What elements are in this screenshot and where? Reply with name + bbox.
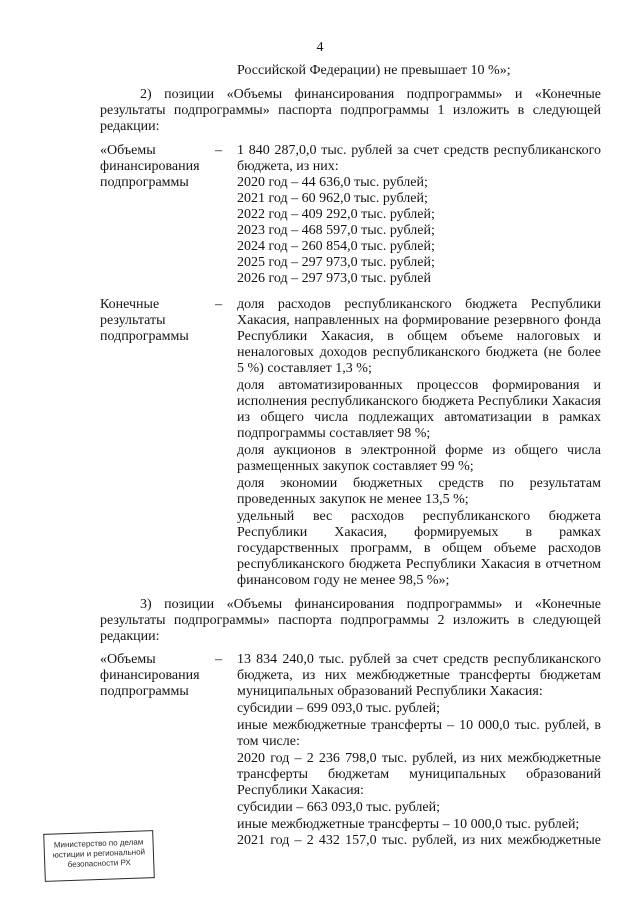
item2-results-line: 5 %) составляет 1,3 %;: [237, 361, 372, 376]
item2-funding-line: 2026 год – 297 973,0 тыс. рублей: [237, 271, 431, 286]
stamp-line: Министерство по делам: [53, 837, 144, 850]
item2-results-line: доля экономии бюджетных средств по результатам: [237, 476, 601, 491]
item3-funding-line: иные межбюджетные трансферты – 10 000,0 тыс. рублей;: [237, 817, 580, 832]
item2-funding-line: 2025 год – 297 973,0 тыс. рублей;: [237, 255, 435, 270]
item2-funding-line: 2020 год – 44 636,0 тыс. рублей;: [237, 175, 428, 190]
item3-funding-label-line: «Объемы: [100, 652, 156, 667]
item2-heading-line: 2) позиции «Объемы финансирования подпрограммы» и «Конечные: [140, 87, 601, 102]
item2-funding-line: 2024 год – 260 854,0 тыс. рублей;: [237, 239, 435, 254]
item2-results-line: подпрограммы составляет 98 %;: [237, 426, 431, 441]
item2-results-line: республиканского бюджета Республики Хакасия в отчетном: [237, 557, 601, 572]
item3-funding-line: бюджета, из них межбюджетные трансферты бюджетам: [237, 668, 601, 683]
item2-funding-line: 2022 год – 409 292,0 тыс. рублей;: [237, 207, 435, 222]
stamp-line: безопасности РХ: [67, 857, 131, 870]
item2-results-line: доля автоматизированных процессов формирования и: [237, 378, 601, 393]
item2-funding-label-line: «Объемы: [100, 143, 156, 158]
item2-funding-line: бюджета, из них:: [237, 159, 339, 174]
item3-funding-line: Республики Хакасия:: [237, 783, 364, 798]
item3-funding-line: 2020 год – 2 236 798,0 тыс. рублей, из них межбюджетные: [237, 751, 601, 766]
item2-results-line: финансовом году не менее 98,5 %»;: [237, 573, 450, 588]
item2-results-line: доля расходов республиканского бюджета Республики: [237, 297, 601, 312]
ministry-stamp: [43, 830, 155, 882]
item2-results-line: размещенных закупок составляет 99 %;: [237, 459, 474, 474]
item2-results-line: доля аукционов в электронной форме из общего числа: [237, 443, 601, 458]
item2-results-line: проведенных закупок не менее 13,5 %;: [237, 492, 469, 507]
item2-results-line: Республики Хакасия, в общем объеме налоговых и: [237, 329, 601, 344]
item2-heading-line: редакции:: [100, 119, 160, 134]
intro-tail: Российской Федерации) не превышает 10 %»;: [237, 63, 511, 78]
item2-results-line: Хакасия, направленных на формирование резервного фонда: [237, 313, 601, 328]
item3-funding-line: трансферты бюджетам муниципальных образований: [237, 767, 601, 782]
item2-results-label-line: подпрограммы: [100, 329, 189, 344]
item3-funding-line: 13 834 240,0 тыс. рублей за счет средств республиканского: [237, 652, 601, 667]
item3-funding-label-line: подпрограммы: [100, 684, 189, 699]
item2-funding-line: 2021 год – 60 962,0 тыс. рублей;: [237, 191, 428, 206]
item2-results-line: исполнения республиканского бюджета Республики Хакасия: [237, 394, 601, 409]
item2-results-line: государственных программ, в общем объеме расходов: [237, 541, 601, 556]
stamp-line: юстиции и региональной: [52, 847, 146, 860]
item3-funding-dash: –: [215, 652, 222, 667]
item2-results-dash: –: [215, 297, 222, 312]
item3-funding-line: иные межбюджетные трансферты – 10 000,0 тыс. рублей, в: [237, 718, 601, 733]
item2-heading-line: результаты подпрограммы» паспорта подпрограммы 1 изложить в следующей: [100, 103, 601, 118]
page-number: 4: [316, 40, 324, 55]
item3-funding-label-line: финансирования: [100, 668, 200, 683]
item3-funding-line: том числе:: [237, 734, 300, 749]
item2-funding-dash: –: [215, 143, 222, 158]
item2-funding-line: 1 840 287,0,0 тыс. рублей за счет средств республиканского: [237, 143, 601, 158]
item2-results-line: неналоговых доходов республиканского бюджета (не более: [237, 345, 601, 360]
item2-results-label-line: Конечные: [100, 297, 160, 312]
item2-funding-line: 2023 год – 468 597,0 тыс. рублей;: [237, 223, 435, 238]
item3-heading-line: 3) позиции «Объемы финансирования подпрограммы» и «Конечные: [140, 597, 601, 612]
item2-results-line: удельный вес расходов республиканского бюджета: [237, 509, 601, 524]
item3-funding-line: субсидии – 663 093,0 тыс. рублей;: [237, 800, 441, 815]
item2-results-label-line: результаты: [100, 313, 166, 328]
item3-funding-line: муниципальных образований Республики Хакасия:: [237, 684, 543, 699]
item3-heading-line: редакции:: [100, 629, 160, 644]
item2-funding-label-line: финансирования: [100, 159, 200, 174]
item3-funding-line: 2021 год – 2 432 157,0 тыс. рублей, из них межбюджетные: [237, 833, 601, 848]
item2-results-line: из общего числа подлежащих автоматизации в рамках: [237, 410, 601, 425]
item3-funding-line: субсидии – 699 093,0 тыс. рублей;: [237, 701, 441, 716]
item3-heading-line: результаты подпрограммы» паспорта подпрограммы 2 изложить в следующей: [100, 613, 601, 628]
item2-results-line: Республики Хакасия, формируемых в рамках: [237, 525, 601, 540]
item2-funding-label-line: подпрограммы: [100, 175, 189, 190]
